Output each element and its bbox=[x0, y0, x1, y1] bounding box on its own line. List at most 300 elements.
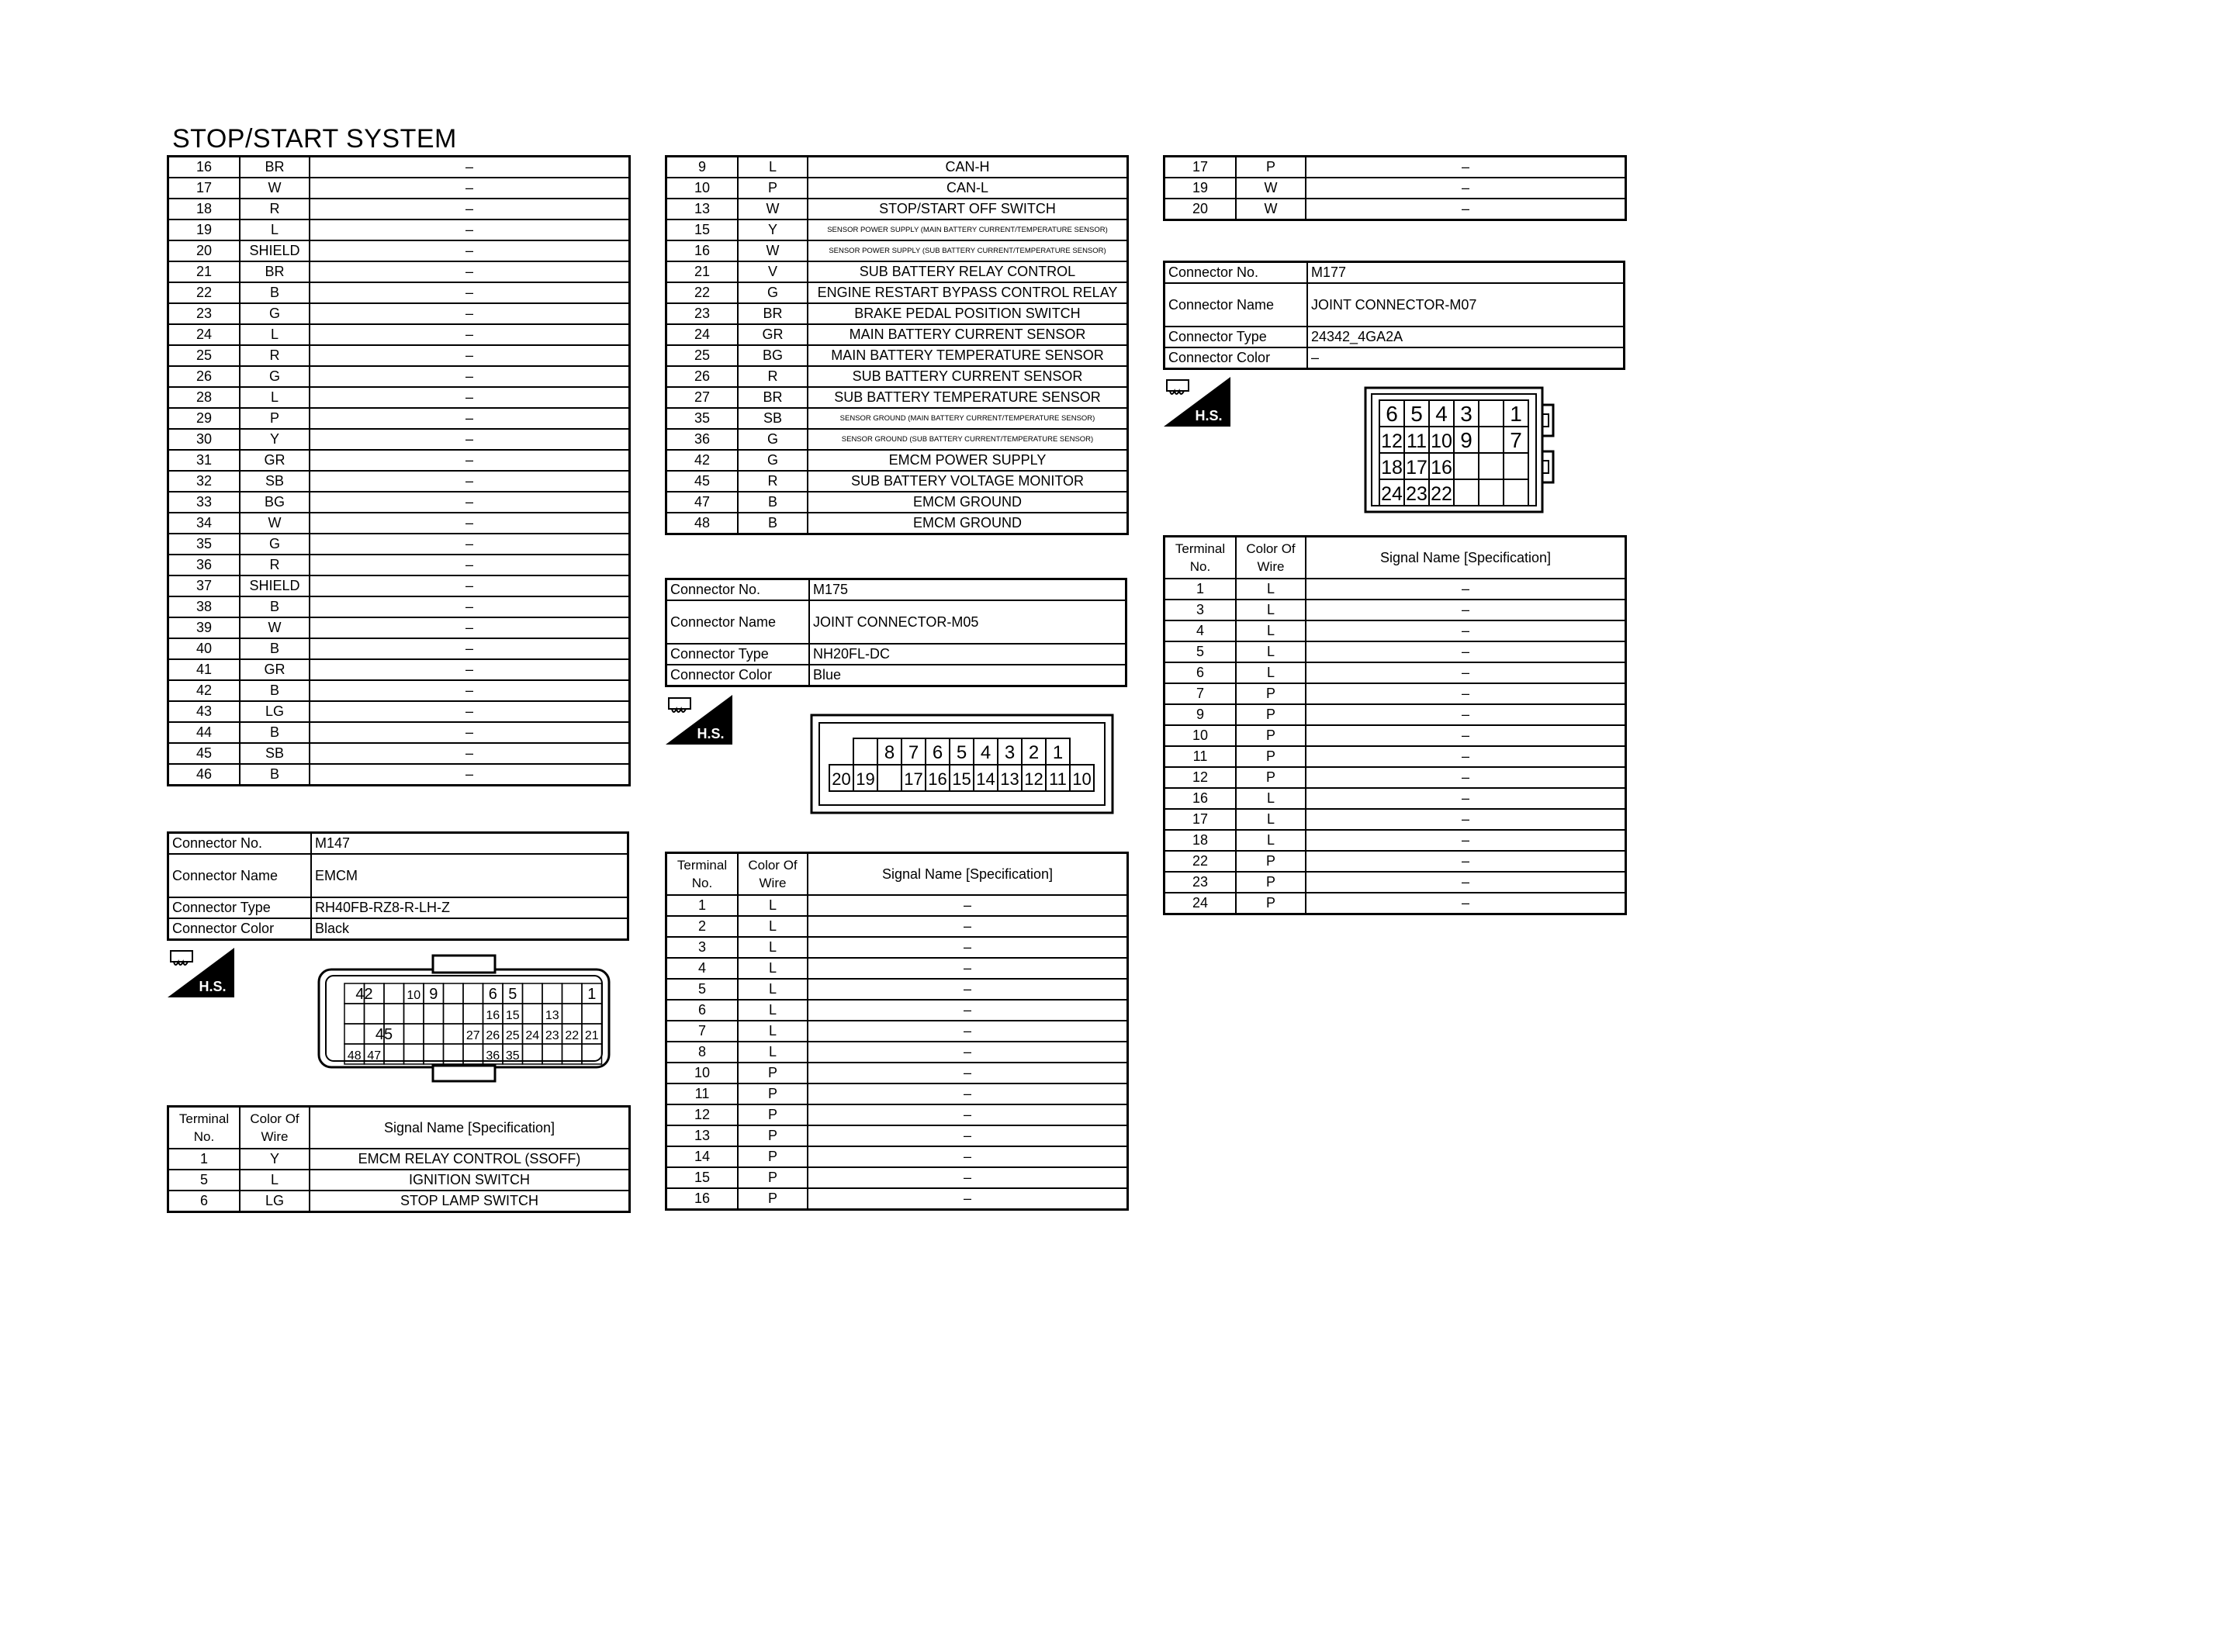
table-row bbox=[666, 1042, 1128, 1063]
wire-color: G bbox=[738, 282, 808, 303]
signal-name: – bbox=[310, 157, 630, 178]
signal-name: – bbox=[310, 764, 630, 786]
info-row bbox=[168, 854, 628, 897]
info-value: RH40FB-RZ8-R-LH-Z bbox=[311, 897, 628, 918]
signal-name: SENSOR POWER SUPPLY (SUB BATTERY CURRENT/TEMPERATURE SENSOR) bbox=[808, 240, 1128, 261]
terminal-no: 36 bbox=[168, 555, 241, 575]
table-row bbox=[666, 513, 1128, 534]
table-row bbox=[666, 916, 1128, 937]
terminal-no: 13 bbox=[666, 199, 739, 219]
signal-name: – bbox=[808, 937, 1128, 958]
info-row bbox=[1164, 347, 1625, 369]
terminal-no: 38 bbox=[168, 596, 241, 617]
info-row bbox=[666, 600, 1126, 644]
pin-number: 48 bbox=[347, 1049, 362, 1063]
header-signal: Signal Name [Specification] bbox=[808, 853, 1128, 896]
wire-color: P bbox=[1236, 157, 1306, 178]
table-row bbox=[168, 638, 630, 659]
signal-name: ENGINE RESTART BYPASS CONTROL RELAY bbox=[808, 282, 1128, 303]
table-row bbox=[666, 345, 1128, 366]
wire-color: R bbox=[738, 471, 808, 492]
terminal-no: 24 bbox=[168, 324, 241, 345]
pin-number: 12 bbox=[1381, 430, 1403, 452]
info-value: Black bbox=[311, 918, 628, 940]
table-row bbox=[666, 979, 1128, 1000]
table-row bbox=[666, 471, 1128, 492]
pin-number: 1 bbox=[1052, 742, 1064, 763]
wire-color: L bbox=[1236, 641, 1306, 662]
pin-number: 21 bbox=[584, 1029, 599, 1042]
wire-color: G bbox=[240, 366, 310, 387]
wire-color: B bbox=[240, 764, 310, 786]
wire-color: Y bbox=[240, 1149, 310, 1170]
table-row bbox=[666, 1063, 1128, 1083]
table-row bbox=[666, 157, 1128, 178]
wire-color: P bbox=[738, 1188, 808, 1210]
wire-color: L bbox=[1236, 620, 1306, 641]
header-signal: Signal Name [Specification] bbox=[1306, 537, 1626, 579]
wire-color: L bbox=[1236, 579, 1306, 600]
info-row bbox=[168, 897, 628, 918]
terminal-no: 10 bbox=[666, 1063, 739, 1083]
table-row bbox=[666, 387, 1128, 408]
table-row bbox=[1164, 157, 1626, 178]
wire-color: L bbox=[240, 1170, 310, 1191]
wire-color: G bbox=[738, 450, 808, 471]
signal-name: IGNITION SWITCH bbox=[310, 1170, 630, 1191]
signal-name: – bbox=[1306, 641, 1626, 662]
terminal-no: 9 bbox=[666, 157, 739, 178]
signal-name: – bbox=[310, 555, 630, 575]
info-value: Blue bbox=[809, 665, 1126, 686]
terminal-no: 34 bbox=[168, 513, 241, 534]
terminal-no: 24 bbox=[666, 324, 739, 345]
wire-color: W bbox=[738, 199, 808, 219]
wire-color: R bbox=[240, 555, 310, 575]
signal-name: – bbox=[1306, 178, 1626, 199]
wire-color: P bbox=[738, 1083, 808, 1104]
wire-color: SB bbox=[738, 408, 808, 429]
wire-color: V bbox=[738, 261, 808, 282]
table-row bbox=[168, 345, 630, 366]
table-row bbox=[168, 324, 630, 345]
wire-color: L bbox=[738, 157, 808, 178]
wire-color: B bbox=[738, 492, 808, 513]
terminal-no: 1 bbox=[666, 895, 739, 916]
terminal-no: 26 bbox=[666, 366, 739, 387]
wire-color: B bbox=[240, 722, 310, 743]
table-row bbox=[168, 722, 630, 743]
pin-number: 17 bbox=[1406, 457, 1427, 479]
wire-color: P bbox=[738, 1167, 808, 1188]
wire-color: GR bbox=[240, 659, 310, 680]
signal-name: EMCM GROUND bbox=[808, 513, 1128, 534]
signal-name: – bbox=[1306, 199, 1626, 220]
info-row bbox=[666, 665, 1126, 686]
signal-name: – bbox=[1306, 872, 1626, 893]
wire-table-col2 bbox=[665, 155, 1129, 535]
signal-name: – bbox=[1306, 893, 1626, 914]
wire-color: P bbox=[1236, 893, 1306, 914]
table-row bbox=[168, 701, 630, 722]
wire-table-col3 bbox=[1163, 155, 1627, 221]
wire-color: BG bbox=[240, 492, 310, 513]
table-row bbox=[168, 659, 630, 680]
pin-number: 7 bbox=[908, 742, 919, 763]
terminal-no: 21 bbox=[168, 261, 241, 282]
wire-color: W bbox=[738, 240, 808, 261]
wire-table-col1 bbox=[167, 155, 631, 786]
table-row bbox=[168, 492, 630, 513]
table-row bbox=[168, 743, 630, 764]
table-row bbox=[168, 534, 630, 555]
table-header-row bbox=[666, 853, 1128, 896]
wire-color: L bbox=[738, 958, 808, 979]
pin-number: 24 bbox=[525, 1029, 540, 1042]
header-terminal: Terminal No. bbox=[666, 853, 739, 896]
table-row bbox=[168, 366, 630, 387]
pin-number: 1 bbox=[1510, 402, 1522, 426]
wire-color: BG bbox=[738, 345, 808, 366]
signal-name: – bbox=[310, 303, 630, 324]
signal-name: – bbox=[310, 492, 630, 513]
info-value: 24342_4GA2A bbox=[1307, 327, 1625, 347]
hs-label: H.S. bbox=[697, 726, 725, 741]
pin-number: 10 bbox=[1431, 430, 1452, 452]
signal-name: – bbox=[1306, 851, 1626, 872]
header-color: Color Of Wire bbox=[738, 853, 808, 896]
signal-name: – bbox=[310, 219, 630, 240]
wire-color: Y bbox=[738, 219, 808, 240]
pin-number: 9 bbox=[429, 986, 438, 1003]
terminal-no: 28 bbox=[168, 387, 241, 408]
wire-color: P bbox=[738, 1125, 808, 1146]
signal-name: – bbox=[310, 366, 630, 387]
table-row bbox=[666, 282, 1128, 303]
info-value: M147 bbox=[311, 833, 628, 855]
terminal-no: 26 bbox=[168, 366, 241, 387]
table-row bbox=[1164, 704, 1626, 725]
table-row bbox=[1164, 199, 1626, 220]
table-row bbox=[666, 408, 1128, 429]
pin-number: 11 bbox=[1407, 430, 1427, 452]
pin-number: 3 bbox=[1460, 402, 1472, 426]
pin-number: 10 bbox=[407, 989, 421, 1002]
connector-face-m177 bbox=[1364, 385, 1558, 515]
pin-number: 9 bbox=[1460, 428, 1472, 452]
terminal-table-m175 bbox=[665, 852, 1129, 1211]
terminal-no: 42 bbox=[666, 450, 739, 471]
wire-color: B bbox=[240, 596, 310, 617]
signal-name: – bbox=[310, 575, 630, 596]
table-row bbox=[666, 240, 1128, 261]
wire-color: B bbox=[240, 282, 310, 303]
table-row bbox=[1164, 579, 1626, 600]
signal-name: – bbox=[808, 1188, 1128, 1210]
wire-color: G bbox=[240, 534, 310, 555]
signal-name: EMCM POWER SUPPLY bbox=[808, 450, 1128, 471]
table-row bbox=[168, 617, 630, 638]
signal-name: CAN-H bbox=[808, 157, 1128, 178]
terminal-no: 27 bbox=[666, 387, 739, 408]
pin-number: 5 bbox=[1410, 402, 1423, 426]
wire-color: B bbox=[738, 513, 808, 534]
signal-name: – bbox=[1306, 830, 1626, 851]
table-row bbox=[1164, 851, 1626, 872]
pin-number: 13 bbox=[545, 1009, 559, 1022]
terminal-no: 47 bbox=[666, 492, 739, 513]
wire-color: L bbox=[1236, 788, 1306, 809]
terminal-no: 22 bbox=[1164, 851, 1237, 872]
signal-name: – bbox=[310, 722, 630, 743]
terminal-no: 1 bbox=[168, 1149, 241, 1170]
signal-name: – bbox=[310, 324, 630, 345]
terminal-no: 14 bbox=[666, 1146, 739, 1167]
terminal-no: 3 bbox=[666, 937, 739, 958]
pin-number: 16 bbox=[486, 1009, 500, 1022]
terminal-no: 35 bbox=[666, 408, 739, 429]
pin-number: 20 bbox=[832, 769, 851, 789]
wire-color: W bbox=[1236, 178, 1306, 199]
signal-name: – bbox=[310, 240, 630, 261]
terminal-no: 25 bbox=[666, 345, 739, 366]
info-value: M177 bbox=[1307, 262, 1625, 284]
terminal-no: 16 bbox=[666, 240, 739, 261]
wire-color: B bbox=[240, 680, 310, 701]
connector-face-m175 bbox=[810, 714, 1114, 814]
signal-name: SENSOR POWER SUPPLY (MAIN BATTERY CURRENT/TEMPERATURE SENSOR) bbox=[808, 219, 1128, 240]
terminal-no: 4 bbox=[666, 958, 739, 979]
terminal-no: 3 bbox=[1164, 600, 1237, 620]
wire-color: L bbox=[738, 1021, 808, 1042]
wire-color: W bbox=[1236, 199, 1306, 220]
signal-name: – bbox=[310, 345, 630, 366]
terminal-no: 29 bbox=[168, 408, 241, 429]
info-row bbox=[1164, 283, 1625, 327]
signal-name: – bbox=[1306, 579, 1626, 600]
wire-color: P bbox=[738, 1146, 808, 1167]
connector-face-m147 bbox=[317, 952, 611, 1086]
terminal-no: 15 bbox=[666, 219, 739, 240]
signal-name: – bbox=[310, 178, 630, 199]
wire-color: P bbox=[240, 408, 310, 429]
terminal-no: 17 bbox=[1164, 809, 1237, 830]
table-row bbox=[666, 1146, 1128, 1167]
terminal-no: 36 bbox=[666, 429, 739, 450]
wire-color: BR bbox=[738, 303, 808, 324]
table-row bbox=[168, 261, 630, 282]
wire-color: G bbox=[738, 429, 808, 450]
signal-name: – bbox=[310, 513, 630, 534]
connector-info-m147 bbox=[167, 831, 629, 941]
signal-name: – bbox=[310, 701, 630, 722]
signal-name: – bbox=[310, 743, 630, 764]
table-row bbox=[168, 282, 630, 303]
wire-color: BR bbox=[240, 157, 310, 178]
signal-name: – bbox=[1306, 620, 1626, 641]
table-row bbox=[168, 764, 630, 786]
signal-name: – bbox=[310, 638, 630, 659]
terminal-no: 6 bbox=[666, 1000, 739, 1021]
wire-color: L bbox=[738, 979, 808, 1000]
pin-number: 13 bbox=[1000, 769, 1019, 789]
wire-color: P bbox=[1236, 704, 1306, 725]
wire-color: R bbox=[240, 345, 310, 366]
table-row bbox=[168, 680, 630, 701]
pin-number: 3 bbox=[1004, 742, 1016, 763]
terminal-no: 6 bbox=[1164, 662, 1237, 683]
terminal-no: 10 bbox=[1164, 725, 1237, 746]
hs-label: H.S. bbox=[1195, 408, 1223, 423]
signal-name: – bbox=[310, 659, 630, 680]
terminal-no: 10 bbox=[666, 178, 739, 199]
pin-number: 1 bbox=[587, 986, 597, 1003]
info-value: EMCM bbox=[311, 854, 628, 897]
terminal-no: 1 bbox=[1164, 579, 1237, 600]
terminal-no: 22 bbox=[168, 282, 241, 303]
wire-color: BR bbox=[240, 261, 310, 282]
signal-name: – bbox=[808, 1146, 1128, 1167]
terminal-no: 24 bbox=[1164, 893, 1237, 914]
info-label: Connector No. bbox=[1164, 262, 1308, 284]
hs-label: H.S. bbox=[199, 979, 227, 994]
pin-number: 23 bbox=[1406, 483, 1427, 505]
pin-number: 17 bbox=[904, 769, 923, 789]
terminal-no: 11 bbox=[666, 1083, 739, 1104]
terminal-no: 44 bbox=[168, 722, 241, 743]
info-row bbox=[1164, 262, 1625, 284]
wire-color: P bbox=[738, 1063, 808, 1083]
wire-color: LG bbox=[240, 701, 310, 722]
pin-number: 27 bbox=[465, 1029, 480, 1042]
table-row bbox=[666, 1125, 1128, 1146]
wire-color: L bbox=[738, 1042, 808, 1063]
table-row bbox=[666, 1000, 1128, 1021]
terminal-no: 16 bbox=[168, 157, 241, 178]
wire-color: SHIELD bbox=[240, 240, 310, 261]
pin-number: 36 bbox=[486, 1049, 500, 1063]
signal-name: SUB BATTERY CURRENT SENSOR bbox=[808, 366, 1128, 387]
terminal-no: 25 bbox=[168, 345, 241, 366]
pin-number: 25 bbox=[505, 1029, 520, 1042]
info-label: Connector Color bbox=[1164, 347, 1308, 369]
table-row bbox=[168, 408, 630, 429]
terminal-no: 16 bbox=[666, 1188, 739, 1210]
terminal-no: 43 bbox=[168, 701, 241, 722]
terminal-no: 18 bbox=[1164, 830, 1237, 851]
signal-name: – bbox=[310, 282, 630, 303]
table-row bbox=[168, 450, 630, 471]
signal-name: – bbox=[310, 534, 630, 555]
table-row bbox=[168, 303, 630, 324]
wire-color: W bbox=[240, 617, 310, 638]
table-row bbox=[168, 199, 630, 219]
wire-color: SB bbox=[240, 471, 310, 492]
info-label: Connector No. bbox=[168, 833, 312, 855]
pin-number: 6 bbox=[488, 986, 497, 1003]
page-title: STOP/START SYSTEM bbox=[172, 124, 457, 154]
pin-number: 42 bbox=[355, 986, 373, 1003]
signal-name: SUB BATTERY VOLTAGE MONITOR bbox=[808, 471, 1128, 492]
signal-name: – bbox=[808, 979, 1128, 1000]
table-row bbox=[168, 1191, 630, 1212]
pin-number: 2 bbox=[1028, 742, 1040, 763]
table-row bbox=[666, 1167, 1128, 1188]
terminal-no: 23 bbox=[168, 303, 241, 324]
terminal-no: 13 bbox=[666, 1125, 739, 1146]
terminal-no: 19 bbox=[1164, 178, 1237, 199]
table-row bbox=[168, 596, 630, 617]
table-row bbox=[666, 1104, 1128, 1125]
table-row bbox=[168, 1149, 630, 1170]
wire-color: G bbox=[240, 303, 310, 324]
table-row bbox=[1164, 641, 1626, 662]
signal-name: – bbox=[808, 1063, 1128, 1083]
table-row bbox=[168, 555, 630, 575]
wire-color: R bbox=[240, 199, 310, 219]
table-row bbox=[1164, 600, 1626, 620]
connector-info-m175 bbox=[665, 578, 1127, 687]
terminal-no: 45 bbox=[666, 471, 739, 492]
signal-name: – bbox=[808, 1125, 1128, 1146]
pin-number: 22 bbox=[1431, 483, 1452, 505]
terminal-table-m177 bbox=[1163, 535, 1627, 915]
terminal-no: 5 bbox=[666, 979, 739, 1000]
pin-number: 45 bbox=[375, 1026, 393, 1043]
signal-name: – bbox=[310, 387, 630, 408]
terminal-no: 5 bbox=[1164, 641, 1237, 662]
pin-number: 4 bbox=[1435, 402, 1448, 426]
signal-name: – bbox=[310, 596, 630, 617]
signal-name: – bbox=[808, 1104, 1128, 1125]
signal-name: – bbox=[310, 261, 630, 282]
signal-name: – bbox=[1306, 746, 1626, 767]
signal-name: – bbox=[1306, 767, 1626, 788]
pin-number: 16 bbox=[928, 769, 947, 789]
info-value: – bbox=[1307, 347, 1625, 369]
signal-name: – bbox=[808, 1167, 1128, 1188]
table-row bbox=[1164, 809, 1626, 830]
table-row bbox=[168, 387, 630, 408]
harness-side-icon bbox=[666, 695, 732, 745]
signal-name: – bbox=[1306, 809, 1626, 830]
table-row bbox=[168, 219, 630, 240]
wire-color: SHIELD bbox=[240, 575, 310, 596]
info-label: Connector Color bbox=[168, 918, 312, 940]
signal-name: STOP/START OFF SWITCH bbox=[808, 199, 1128, 219]
signal-name: – bbox=[808, 958, 1128, 979]
signal-name: CAN-L bbox=[808, 178, 1128, 199]
terminal-no: 30 bbox=[168, 429, 241, 450]
wire-color: P bbox=[1236, 872, 1306, 893]
harness-side-icon bbox=[1164, 377, 1230, 427]
signal-name: STOP LAMP SWITCH bbox=[310, 1191, 630, 1212]
pin-number: 18 bbox=[1381, 457, 1403, 479]
info-row bbox=[1164, 327, 1625, 347]
terminal-no: 6 bbox=[168, 1191, 241, 1212]
terminal-no: 20 bbox=[1164, 199, 1237, 220]
terminal-no: 41 bbox=[168, 659, 241, 680]
table-row bbox=[1164, 746, 1626, 767]
pin-number: 26 bbox=[486, 1029, 500, 1042]
signal-name: SUB BATTERY RELAY CONTROL bbox=[808, 261, 1128, 282]
info-row bbox=[666, 644, 1126, 665]
terminal-no: 32 bbox=[168, 471, 241, 492]
table-row bbox=[666, 450, 1128, 471]
info-label: Connector Type bbox=[168, 897, 312, 918]
wire-color: LG bbox=[240, 1191, 310, 1212]
terminal-no: 39 bbox=[168, 617, 241, 638]
